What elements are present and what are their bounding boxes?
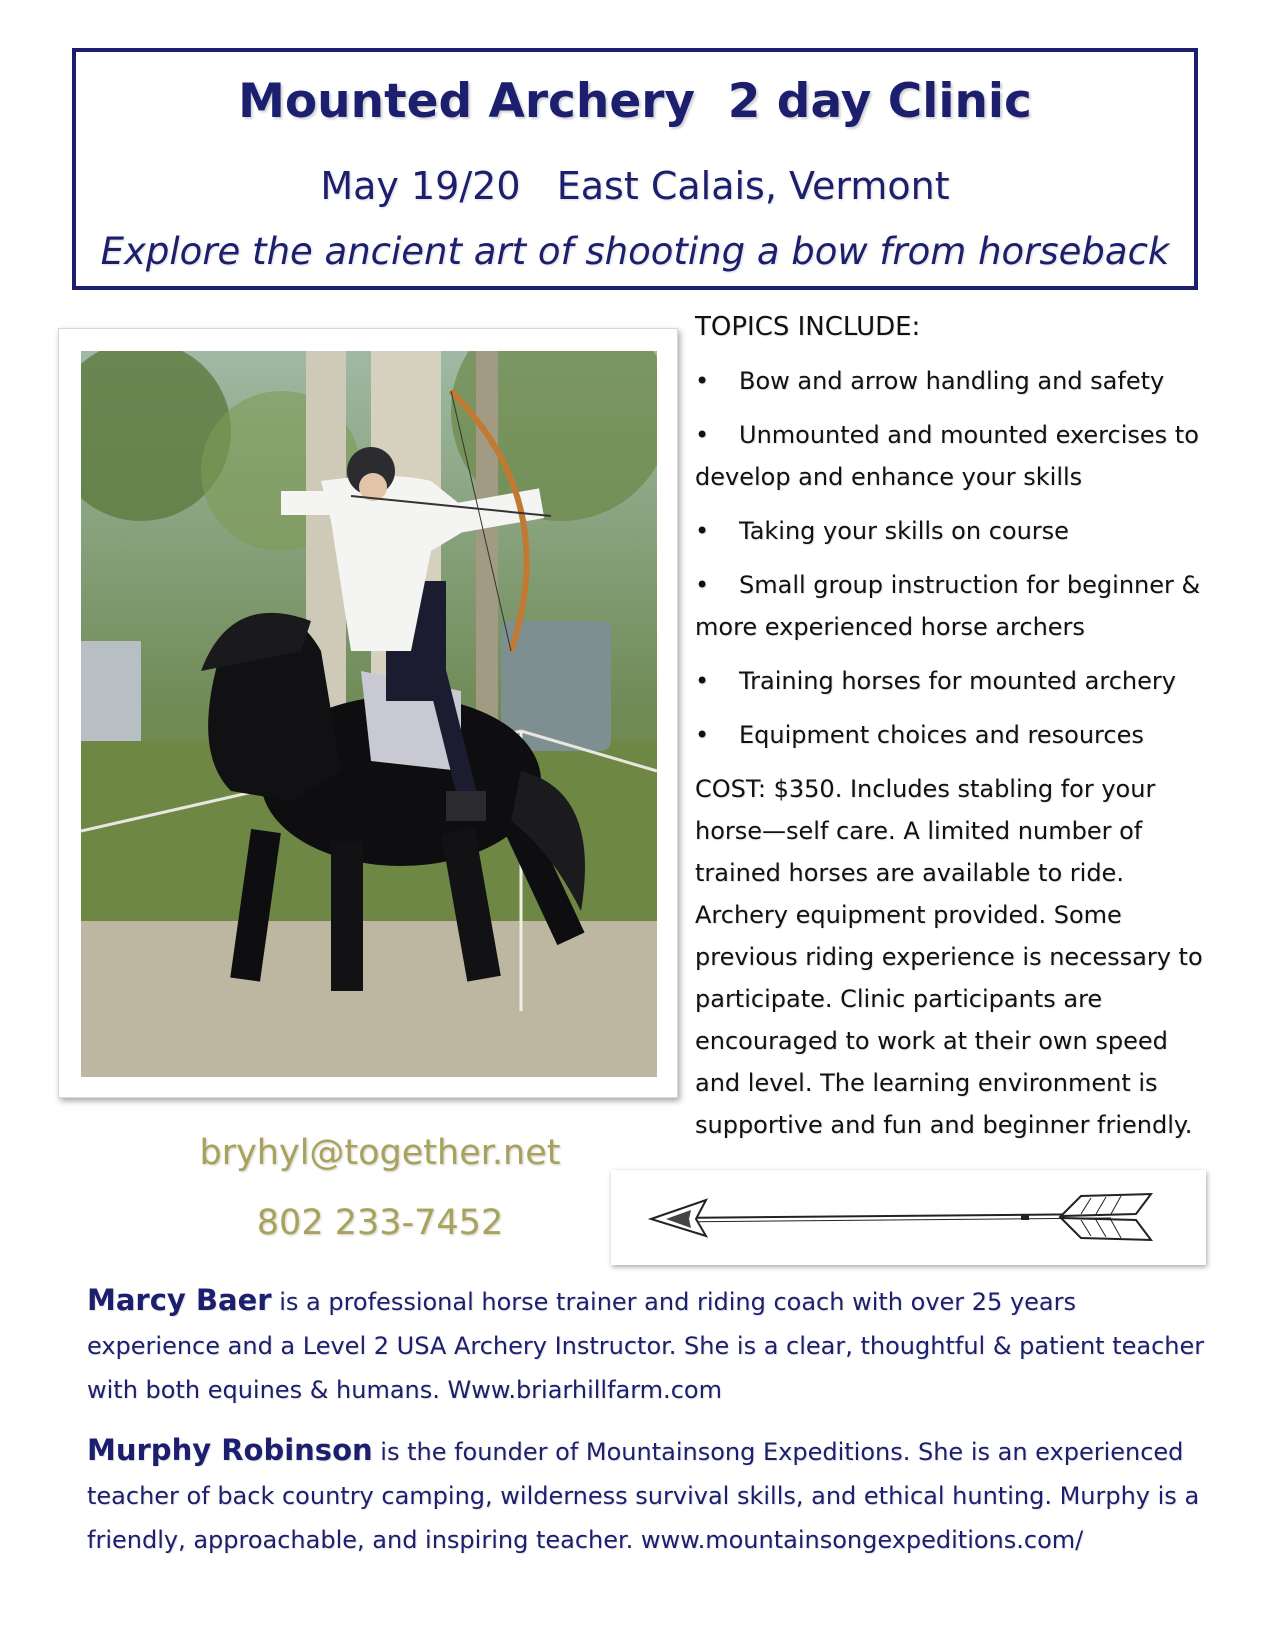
topic-list [695, 360, 1215, 756]
list-item: • Taking your skills on course [695, 517, 1069, 545]
bio-text-murphy: is the founder of Mountainsong Expeditions. She is an experienced teacher of back country camping, wilderness survival skills, and ethical hunting. Murphy is a friendly, approachable, and inspiring teacher. www.mountainsongexpeditions.com/ [87, 1438, 1200, 1554]
list-item: • Unmounted and mounted exercises to develop and enhance your skills [695, 421, 1207, 491]
contact-email[interactable]: bryhyl@together.net [199, 1133, 561, 1173]
bio-marcy [87, 1278, 1207, 1412]
date-location: May 19/20 East Calais, Vermont [320, 164, 950, 208]
list-item: • Bow and arrow handling and safety [695, 367, 1165, 395]
page-title: Mounted Archery 2 day Clinic [238, 74, 1032, 129]
horse-archer-photo [81, 351, 657, 1077]
photo-frame [58, 328, 678, 1098]
horse-archer-illustration [81, 351, 657, 1077]
bio-murphy [87, 1428, 1207, 1562]
topics-heading: TOPICS INCLUDE: [695, 312, 921, 342]
bio-text-marcy: is a professional horse trainer and riding coach with over 25 years experience and a Level 2 USA Archery Instructor. She is a clear, thoughtful & patient teacher with both equines & humans. Www.briarhillfarm.com [87, 1288, 1205, 1404]
list-item: • Equipment choices and resources [695, 721, 1144, 749]
arrow-graphic-box [611, 1170, 1206, 1265]
cost-paragraph: COST: $350. Includes stabling for your horse—self care. A limited number of trained horses are available to ride. Archery equipment provided. Some previous riding experience is necessary to participate. Clinic participants are encouraged to work at their own speed and level. The learning environment is supportive and fun and beginner friendly. [695, 775, 1203, 1139]
contact-phone: 802 233-7452 [256, 1203, 504, 1243]
header-banner [72, 48, 1198, 290]
list-item: • Small group instruction for beginner & more experienced horse archers [695, 571, 1208, 641]
bio-name-marcy: Marcy Baer [87, 1283, 272, 1317]
topics-section [695, 306, 1215, 1146]
tagline: Explore the ancient art of shooting a bow from horseback [100, 230, 1170, 273]
bio-name-murphy: Murphy Robinson [87, 1433, 373, 1467]
list-item: • Training horses for mounted archery [695, 667, 1176, 695]
arrow-icon [611, 1170, 1206, 1265]
